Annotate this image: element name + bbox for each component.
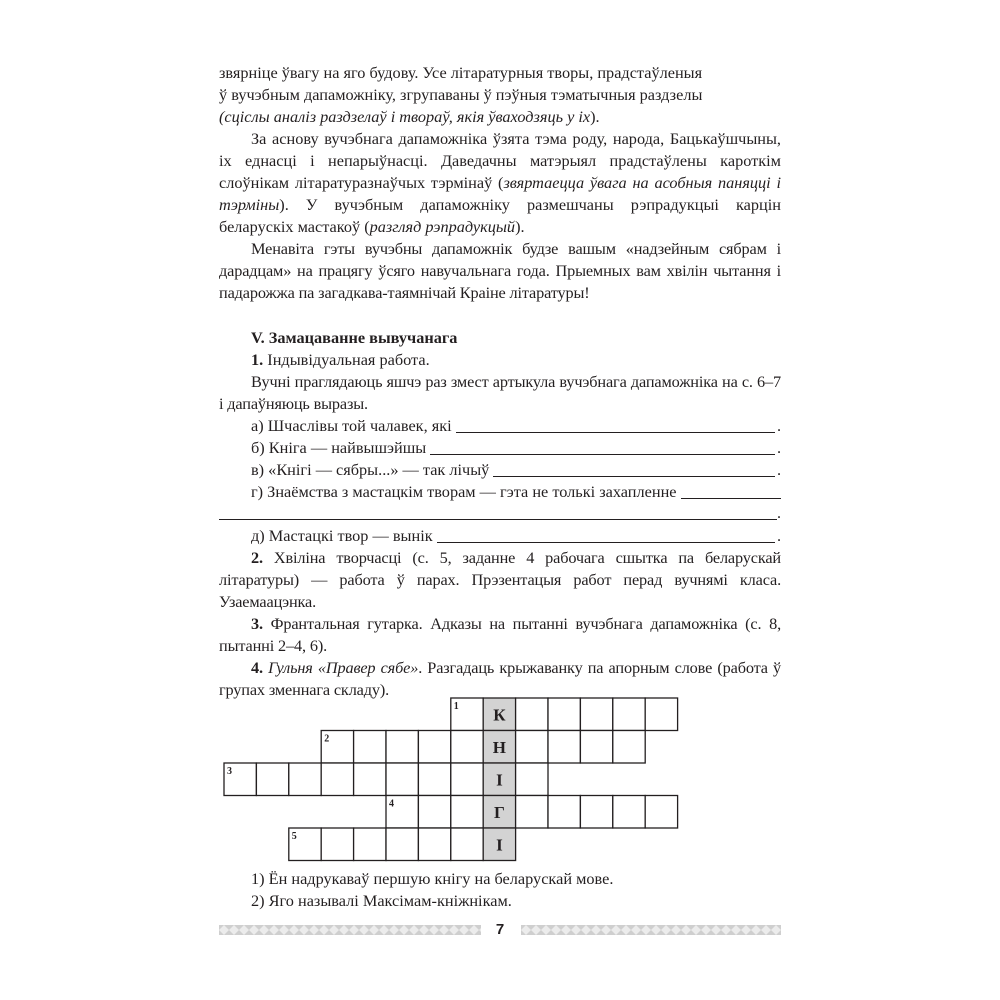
crossword-row-number: 3 — [227, 766, 232, 777]
crossword-clues — [251, 868, 791, 912]
fill-dot: . — [777, 438, 782, 457]
fill-dot: . — [777, 505, 781, 522]
paragraph-text: ). — [590, 107, 600, 126]
page-footer — [219, 919, 781, 941]
fill-label: г) Знаёмства з мастацкім творам — гэта не толькі захапленне — [251, 482, 677, 501]
paragraph-closing: Менавіта гэты вучэбны дапаможнік будзе вашым «надзейным сябрам і дарадцам» на працягу ўсяго навучальнага года. Прыемных вам хвілін чытання і падарожжа па загадкава-таямнічай Краіне літаратуры! — [219, 239, 781, 302]
crossword-cell[interactable] — [580, 731, 612, 764]
task-number: 4. — [251, 658, 263, 677]
crossword-cell[interactable] — [354, 828, 386, 861]
clue-1: 1) Ён надрукаваў першую кнігу на беларускай мове. — [251, 869, 614, 888]
crossword-cell[interactable] — [645, 796, 677, 829]
fill-dot: . — [777, 416, 782, 435]
crossword-cell[interactable] — [580, 796, 612, 829]
crossword-cell[interactable] — [645, 698, 677, 731]
crossword-cell[interactable] — [613, 796, 645, 829]
fill-label: в) «Кнігі — сябры...» — так лічыў — [251, 460, 490, 479]
crossword-cell[interactable] — [580, 698, 612, 731]
paragraph-line: звярніце ўвагу на яго будову. Усе літаратурныя творы, прадстаўленыя — [219, 63, 703, 82]
fill-dot: . — [777, 460, 782, 479]
task-italic: Гульня «Правер сябе» — [262, 658, 419, 677]
crossword-cell[interactable] — [418, 731, 450, 764]
fill-dot: . — [777, 526, 782, 545]
crossword-cell[interactable] — [516, 698, 548, 731]
task-number: 1. — [251, 350, 264, 369]
crossword-cell[interactable] — [451, 731, 483, 764]
clue-2: 2) Яго называлі Максімам-кніжнікам. — [251, 891, 512, 910]
crossword-key-letter: Г — [493, 802, 505, 822]
crossword-row-number: 2 — [324, 733, 330, 745]
task-number: 3. — [251, 614, 263, 633]
crossword-row-number: 5 — [291, 831, 297, 842]
crossword-key-letter: Н — [492, 737, 507, 757]
crossword-cell[interactable] — [418, 828, 450, 861]
section-title: V. Замацаванне вывучанага — [251, 328, 458, 347]
crossword-cell[interactable] — [516, 796, 548, 829]
crossword-cell[interactable] — [418, 763, 450, 796]
paragraph-italic: звяртаецца ўвага на асобныя паняцці і тэрміны — [219, 173, 782, 214]
crossword-cell[interactable] — [548, 698, 580, 731]
crossword-key-letter: І — [496, 835, 503, 855]
crossword-cell[interactable] — [354, 731, 386, 764]
crossword-cell[interactable] — [613, 731, 645, 764]
paragraph-text: ). У вучэбным дапаможніку размешчаны рэпрадукцыі карцін беларускіх мастакоў ( — [219, 195, 781, 236]
crossword-cell[interactable] — [386, 828, 418, 861]
task-text: . Разгадаць крыжаванку па апорным слове (работа ў групах зменнага складу). — [219, 658, 781, 699]
paragraph-text: ). — [515, 217, 525, 236]
task-1-description: Вучні праглядаюць яшчэ раз змест артыкула вучэбнага дапаможніка на с. 6–7 і дапаўняюць выразы. — [219, 372, 781, 413]
paragraph-text: За аснову вучэбнага дапаможніка ўзята тэма роду, народа, Бацькаўшчыны, іх еднасці і непарыўнасці. Даведачны матэрыял прадстаўлены кароткім слоўнікам літаратуразнаўчых тэрмінаў ( — [219, 129, 781, 192]
crossword-cell[interactable] — [386, 763, 418, 796]
crossword-cell[interactable] — [451, 796, 483, 829]
task-text: Франтальная гутарка. Адказы на пытанні вучэбнага дапаможніка (с. 8, пытанні 2–4, 6). — [219, 614, 781, 655]
crossword-key-letter: К — [493, 705, 506, 725]
crossword-cell[interactable] — [289, 763, 321, 796]
fill-label: а) Шчаслівы той чалавек, які — [251, 416, 452, 435]
crossword-cell[interactable] — [256, 763, 288, 796]
task-number: 2. — [251, 548, 263, 567]
crossword-cell[interactable] — [516, 763, 548, 796]
crossword-cell[interactable] — [418, 796, 450, 829]
crossword-cell[interactable] — [451, 763, 483, 796]
crossword-cell[interactable] — [548, 731, 580, 764]
task-text: Індывідуальная работа. — [263, 350, 430, 369]
paragraph-italic: (сціслы аналіз раздзелаў і твораў, якія ўваходзяць у іх — [219, 107, 591, 126]
crossword-cell[interactable] — [321, 763, 353, 796]
crossword-cell[interactable] — [516, 731, 548, 764]
paragraph-line: ў вучэбным дапаможніку, згрупаваны ў пэўныя тэматычныя раздзелы — [219, 85, 703, 104]
crossword-cell[interactable] — [613, 698, 645, 731]
crossword-cell[interactable] — [548, 796, 580, 829]
crossword-row-number: 4 — [389, 798, 394, 810]
fill-label: б) Кніга — найвышэйшы — [251, 438, 427, 457]
crossword-cell[interactable] — [321, 828, 353, 861]
paragraph-italic: разгляд рэпрадукцый — [369, 217, 516, 236]
decorative-band-right — [521, 925, 781, 935]
fill-label: д) Мастацкі твор — вынік — [251, 526, 433, 545]
crossword-cell[interactable] — [354, 763, 386, 796]
crossword-cell[interactable] — [451, 828, 483, 861]
crossword-key-letter: І — [496, 770, 503, 790]
crossword-cell[interactable] — [386, 731, 418, 764]
page-number: 7 — [495, 921, 505, 938]
crossword-row-number: 1 — [453, 701, 459, 712]
task-text: Хвіліна творчасці (с. 5, заданне 4 рабочага сшытка па беларускай літаратуры) — работа ў парах. Прэзентацыя работ перад вучнямі класа. Узаемаацэнка. — [219, 548, 781, 611]
